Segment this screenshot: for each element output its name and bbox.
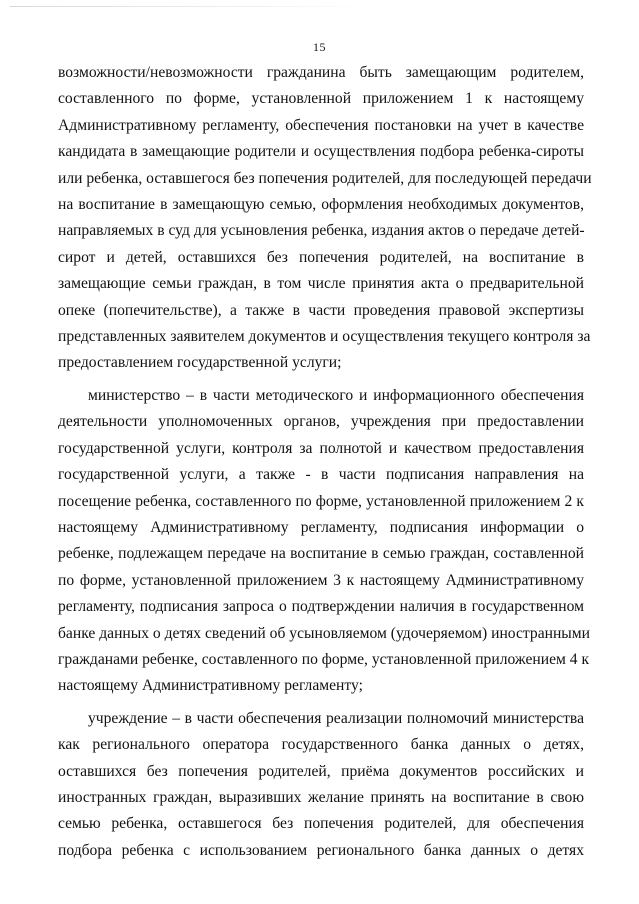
text-line: посещение ребенка, составленного по форме, установленной приложением 2 к [58,492,584,510]
text-line: государственной услуги, контроля за полнотой и качеством предоставления [58,439,584,457]
page-number: 15 [313,40,326,54]
text-line: на воспитание в замещающую семью, оформления необходимых документов, [58,196,584,214]
paragraph [58,60,592,377]
text-line: иностранных граждан, выразивших желание принять на воспитание в свою [58,788,584,806]
text-line: представленных заявителем документов и осуществления текущего контроля за [58,328,591,346]
text-line: банке данных о детях сведений об усыновляемом (удочеряемом) иностранными [58,624,590,642]
text-line: возможности/невозможности гражданина быть замещающим родителем, [58,64,584,81]
text-line: составленного по форме, установленной приложением 1 к настоящему [58,90,584,108]
text-line: опеке (попечительстве), а также в части проведения правовой экспертизы [58,301,584,319]
text-line: сирот и детей, оставшихся без попечения родителей, на воспитание в [58,248,584,266]
scan-edge-line [10,6,370,7]
text-line: направляемых в суд для усыновления ребенка, издания актов о передаче детей- [58,222,585,240]
text-line: по форме, установленной приложением 3 к настоящему Административному [58,571,584,589]
text-line: настоящему Административному регламенту, подписания информации о [58,518,584,536]
document-body [58,60,592,864]
paragraph [58,383,590,700]
text-line: предоставлением государственной услуги; [58,354,342,372]
text-line: замещающие семьи граждан, в том числе принятия акта о предварительной [58,275,584,293]
text-line: учреждение – в части обеспечения реализации полномочий министерства [88,709,584,727]
text-line: министерство – в части методического и информационного обеспечения [88,386,584,404]
text-line: подбора ребенка с использованием регионального банка данных о детях [58,841,584,859]
text-line: кандидата в замещающие родители и осуществления подбора ребенка-сироты [58,143,584,161]
text-line: государственной услуги, а также - в части подписания направления на [58,466,584,484]
text-line: деятельности уполномоченных органов, учреждения при предоставлении [58,413,584,431]
text-line: семью ребенка, оставшегося без попечения родителей, для обеспечения [58,815,584,833]
text-line: оставшихся без попечения родителей, приёма документов российских и [58,762,584,780]
text-line: или ребенка, оставшегося без попечения родителей, для последующей передачи [58,169,592,187]
text-line: Административному регламенту, обеспечения постановки на учет в качестве [58,116,584,134]
text-line: регламенту, подписания запроса о подтверждении наличия в государственном [58,598,584,616]
paragraph [58,706,584,864]
text-line: ребенке, подлежащем передаче на воспитание в семью граждан, составленной [58,545,584,563]
text-line: гражданами ребенке, составленного по форме, установленной приложением 4 к [58,650,590,668]
text-line: как регионального оператора государственного банка данных о детях, [58,736,584,754]
text-line: настоящему Административному регламенту; [58,677,363,695]
